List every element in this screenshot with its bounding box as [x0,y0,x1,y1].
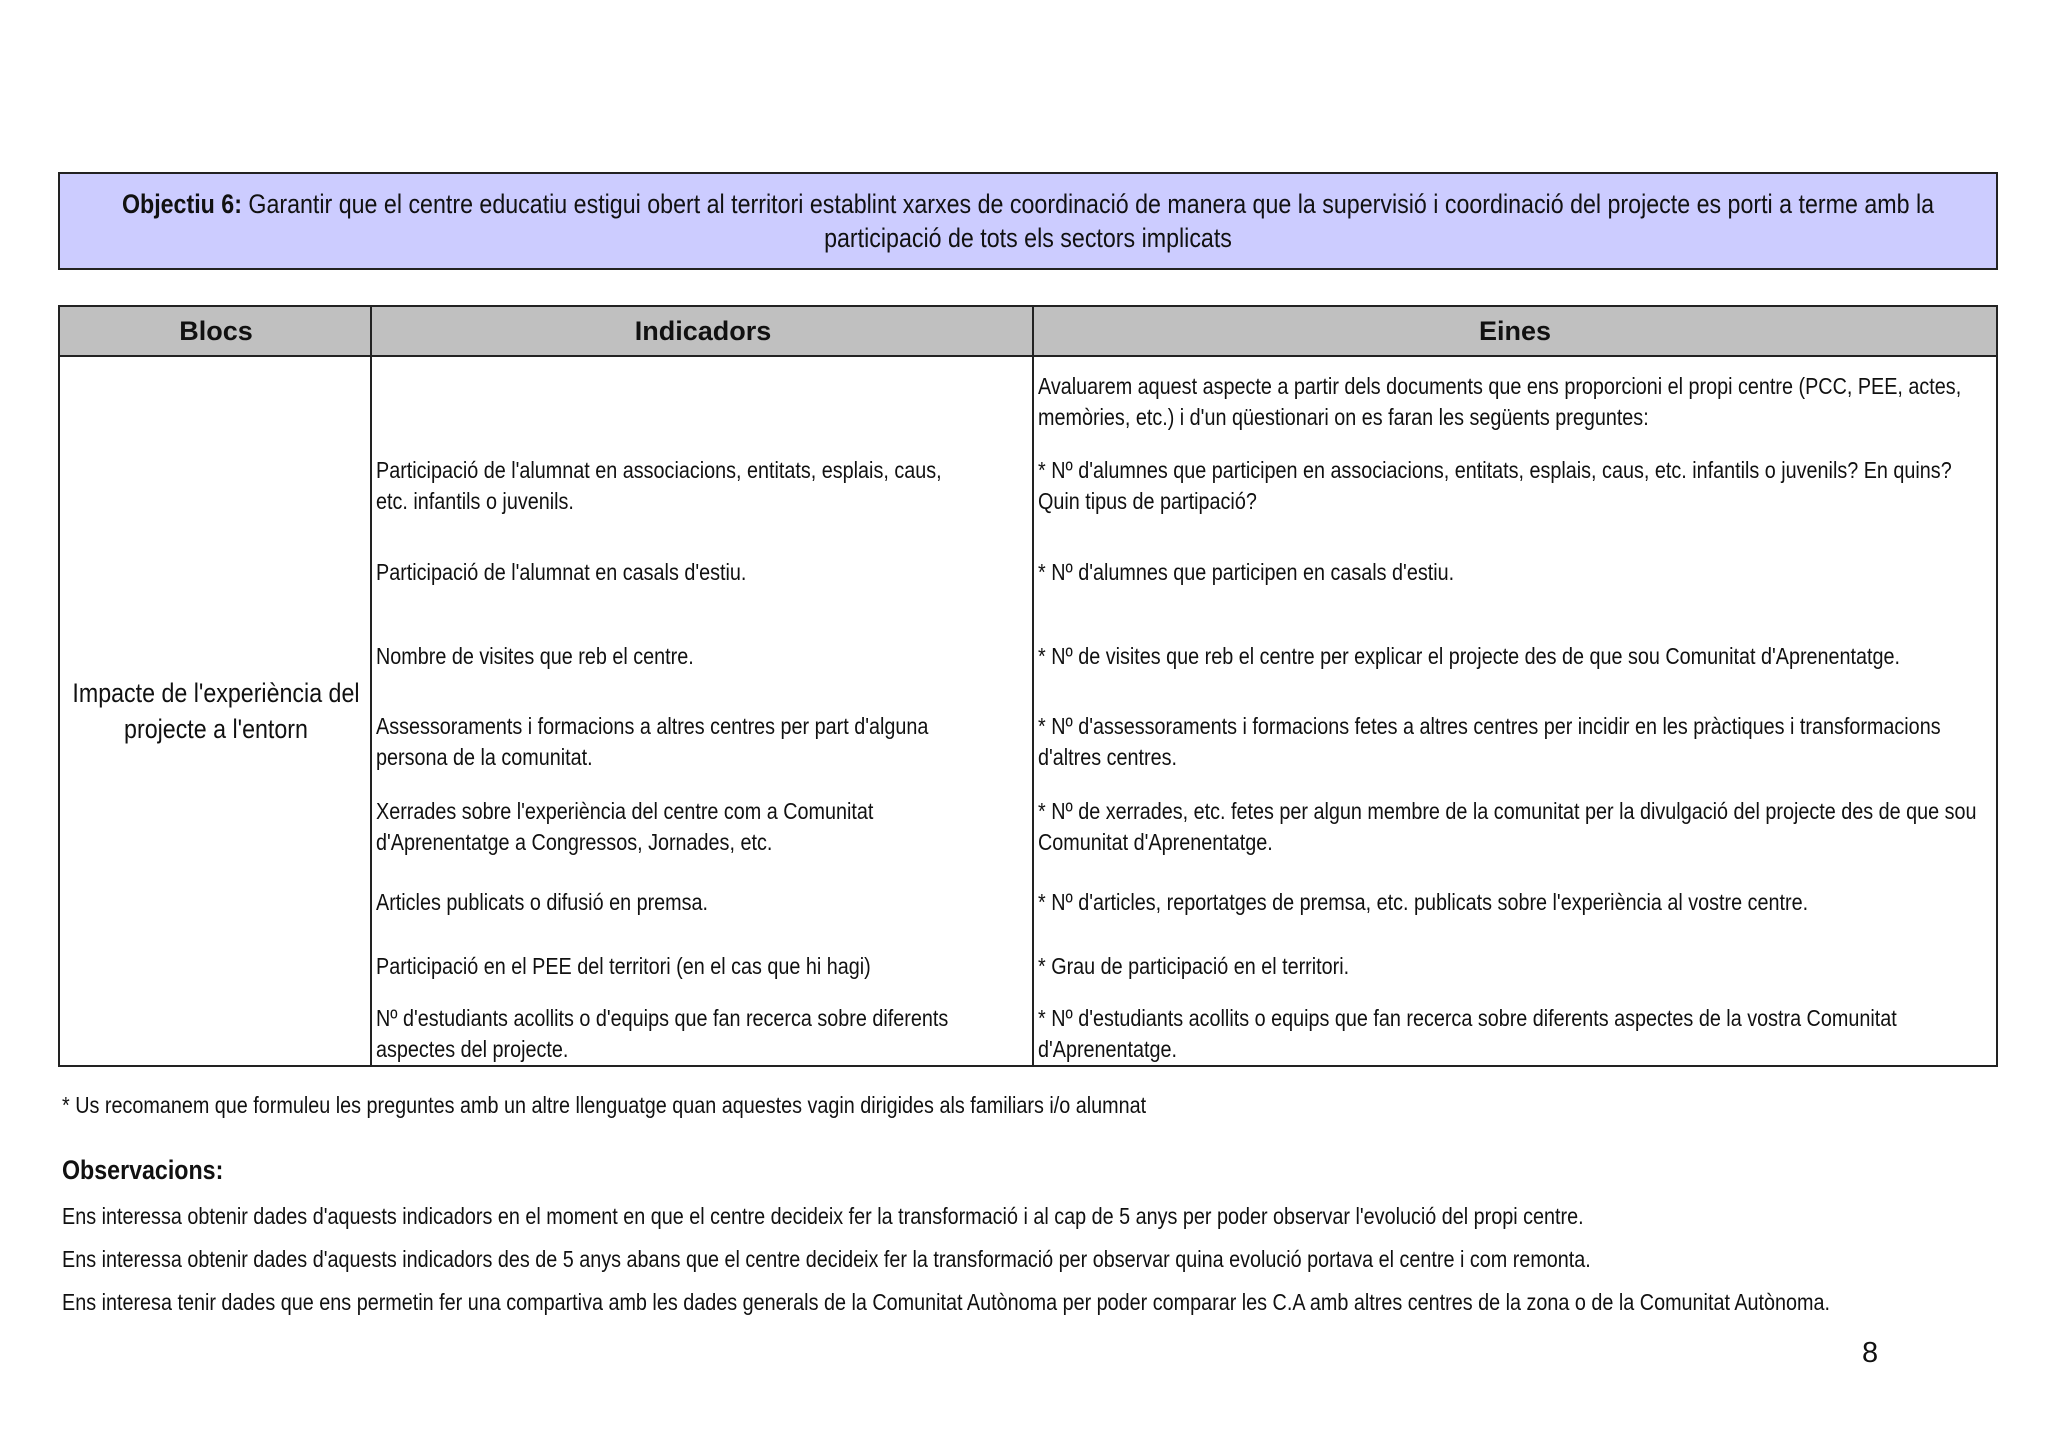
indicador-row-1: Participació de l'alumnat en associacions, entitats, esplais, caus, etc. infantils o juvenils. [376,457,942,514]
observation-line-2: Ens interessa obtenir dades d'aquests indicadors des de 5 anys abans que el centre decideix fer la transformació per observar quina evolució portava el centre i com remonta. [62,1246,1591,1272]
header-eines: Eines [1034,307,1996,357]
indicador-row-8: Nº d'estudiants acollits o d'equips que fan recerca sobre diferents aspectes del projecte. [376,1005,949,1062]
objective-label: Objectiu 6: [121,189,242,219]
footnote: * Us recomanem que formuleu les preguntes amb un altre llenguatge quan aquestes vagin dirigides als familiars i/o alumnat [62,1092,1147,1118]
indicador-row-7: Participació en el PEE del territori (en el cas que hi hagi) [376,953,871,979]
column-divider-2 [1032,307,1034,1065]
objective-box [58,172,1998,270]
observation-line-1: Ens interessa obtenir dades d'aquests indicadors en el moment en que el centre decideix fer la transformació i al cap de 5 anys per poder observar l'evolució del propi centre. [62,1203,1584,1229]
eines-intro: Avaluarem aquest aspecte a partir dels documents que ens proporcioni el propi centre (PCC, PEE, actes, memòries, etc.) i d'un qüestionari on es faran les següents preguntes: [1038,373,1962,430]
indicador-row-4: Assessoraments i formacions a altres centres per part d'alguna persona de la comunitat. [376,713,929,770]
eina-row-1: * Nº d'alumnes que participen en associacions, entitats, esplais, caus, etc. infantils o juvenils? En quins? Quin tipus de partipació? [1038,457,1952,514]
eina-row-2: * Nº d'alumnes que participen en casals d'estiu. [1038,559,1455,585]
eina-row-7: * Grau de participació en el territori. [1038,953,1350,979]
eina-row-5: * Nº de xerrades, etc. fetes per algun membre de la comunitat per la divulgació del projecte des de que sou Comunitat d'Aprenentatge. [1038,798,1977,855]
header-blocs: Blocs [60,307,372,357]
eina-row-8: * Nº d'estudiants acollits o equips que fan recerca sobre diferents aspectes de la vostra Comunitat d'Aprenentatge. [1038,1005,1897,1062]
indicators-table [58,305,1998,1067]
indicador-row-6: Articles publicats o difusió en premsa. [376,889,709,915]
indicador-row-3: Nombre de visites que reb el centre. [376,643,694,669]
indicador-row-5: Xerrades sobre l'experiència del centre com a Comunitat d'Aprenentatge a Congressos, Jornades, etc. [376,798,874,855]
eina-row-4: * Nº d'assessoraments i formacions fetes a altres centres per incidir en les pràctiques i transformacions d'altres centres. [1038,713,1941,770]
eina-row-6: * Nº d'articles, reportatges de premsa, etc. publicats sobre l'experiència al vostre centre. [1038,889,1809,915]
indicador-row-2: Participació de l'alumnat en casals d'estiu. [376,559,747,585]
bloc-cell [60,357,372,1065]
observation-line-3: Ens interesa tenir dades que ens permetin fer una compartiva amb les dades generals de la Comunitat Autònoma per poder comparar les C.A amb altres centres de la zona o de la Comunitat Autònoma. [62,1289,1831,1315]
observations-title: Observacions: [62,1155,224,1185]
eina-row-3: * Nº de visites que reb el centre per explicar el projecte des de que sou Comunitat d'Aprenentatge. [1038,643,1901,669]
page-number: 8 [1862,1337,1879,1369]
objective-text [65,187,1991,255]
objective-description: Garantir que el centre educatiu estigui obert al territori establint xarxes de coordinació de manera que la supervisió i coordinació del projecte es porti a terme amb la participació de tots els sectors implicats [241,189,1935,253]
header-indicadors: Indicadors [372,307,1034,357]
bloc-label: Impacte de l'experiència del projecte a l'entorn [72,678,360,744]
